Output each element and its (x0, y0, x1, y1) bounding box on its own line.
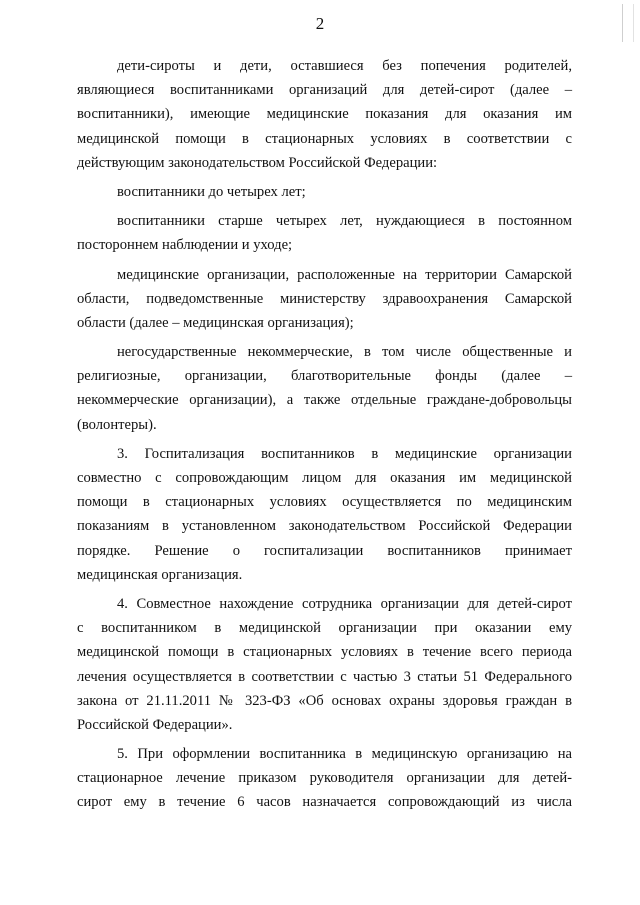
paragraph (77, 180, 572, 204)
text-line: стационарное лечение приказом руководителя организации для детей- (77, 770, 572, 787)
text-line: действующим законодательством Российской Федерации: (77, 154, 438, 171)
numbered-paragraph (77, 442, 572, 587)
text-line: Российской Федерации». (77, 716, 233, 733)
page-number: 2 (315, 14, 325, 33)
paragraph (77, 54, 572, 175)
text-line: области, подведомственные министерству здравоохранения Самарской (77, 290, 572, 307)
text-line: воспитанники до четырех лет; (117, 183, 306, 200)
text-line: области (далее – медицинская организация); (77, 314, 354, 331)
scan-edge-mark (622, 4, 634, 42)
text-line: дети-сироты и дети, оставшиеся без попечения родителей, (117, 58, 572, 74)
text-line: (волонтеры). (77, 416, 157, 433)
text-line: порядке. Решение о госпитализации воспитанников принимает (77, 542, 572, 559)
text-line: медицинские организации, расположенные на территории Самарской (117, 266, 572, 283)
numbered-paragraph (77, 742, 572, 815)
text-line: закона от 21.11.2011 № 323-ФЗ «Об основах охраны здоровья граждан в (77, 692, 572, 709)
text-line: сирот ему в течение 6 часов назначается сопровождающий из числа (77, 794, 572, 811)
text-line: с воспитанником в медицинской организации при оказании ему (77, 620, 572, 637)
text-line: негосударственные некоммерческие, в том числе общественные и (117, 344, 572, 361)
text-line: лечения осуществляется в соответствии с частью 3 статьи 51 Федерального (77, 668, 572, 685)
numbered-paragraph (77, 592, 572, 737)
text-line: показаниям в установленном законодательством Российской Федерации (77, 518, 572, 535)
text-line: помощи в стационарных условиях осуществляется по медицинским (77, 494, 572, 511)
paragraph (77, 209, 572, 257)
text-line: являющиеся воспитанниками организаций для детей-сирот (далее – (77, 82, 572, 99)
text-line: постороннем наблюдении и уходе; (77, 237, 293, 254)
text-line: совместно с сопровождающим лицом для оказания им медицинской (77, 470, 572, 486)
text-line: 5. При оформлении воспитанника в медицинскую организацию на (117, 746, 572, 763)
text-line: воспитанники старше четырех лет, нуждающиеся в постоянном (117, 213, 572, 230)
text-line: религиозные, организации, благотворительные фонды (далее – (77, 368, 572, 385)
text-line: медицинской помощи в стационарных условиях в соответствии с (77, 130, 572, 147)
text-line: медицинская организация. (77, 566, 243, 583)
document-body (77, 54, 572, 815)
paragraph (77, 263, 572, 336)
text-line: некоммерческие организации), а также отдельные граждане-добровольцы (77, 392, 572, 409)
text-line: 3. Госпитализация воспитанников в медицинские организации (117, 445, 572, 462)
text-line: медицинской помощи в стационарных условиях в течение всего периода (77, 644, 572, 661)
text-line: воспитанники), имеющие медицинские показания для оказания им (77, 106, 572, 123)
paragraph (77, 340, 572, 437)
text-line: 4. Совместное нахождение сотрудника организации для детей-сирот (117, 595, 572, 612)
